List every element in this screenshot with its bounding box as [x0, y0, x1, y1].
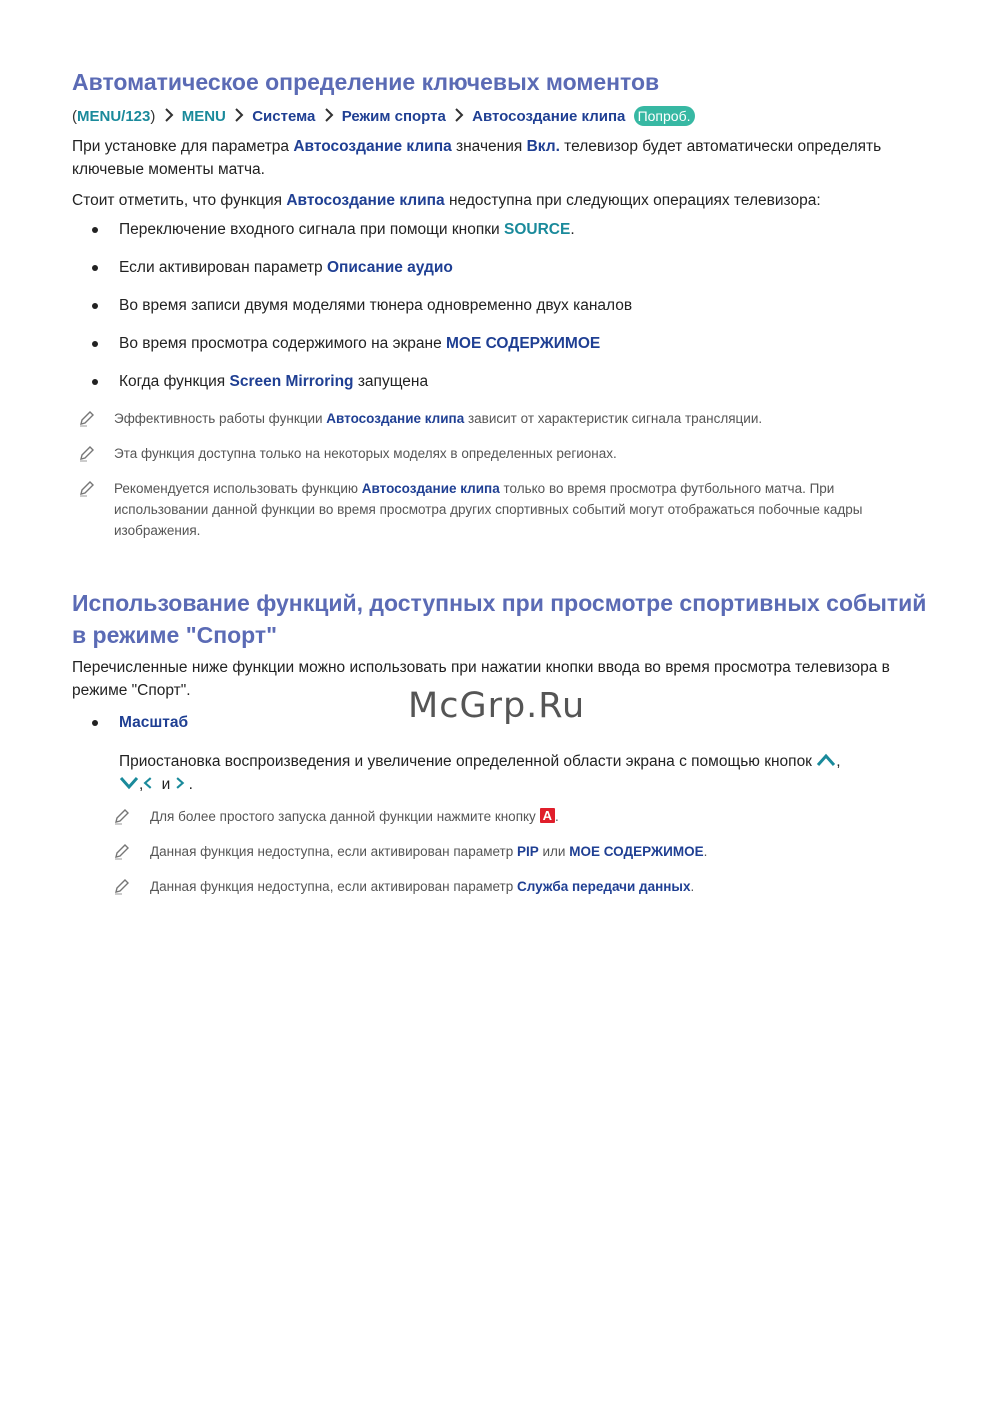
keyword: Автосоздание клипа	[286, 192, 445, 209]
bullet-dot	[92, 720, 98, 726]
text: .	[690, 879, 695, 894]
menu-path-breadcrumb	[72, 106, 932, 128]
text: Во время просмотра содержимого на экране	[119, 335, 446, 352]
manual-page	[72, 62, 932, 911]
note-item	[72, 408, 932, 429]
bullet-list	[72, 218, 932, 393]
text: только во время просмотра футбольного матча. При использовании данной функции во время просмотра других спортивных событий могут отображаться побочные кадры изображения.	[114, 481, 863, 538]
list-item	[72, 218, 932, 241]
try-now-badge[interactable]: Попроб.	[634, 106, 695, 126]
note-item	[72, 443, 932, 464]
bullet-dot	[92, 303, 98, 309]
text: значения	[451, 138, 527, 155]
list-item	[72, 294, 932, 317]
notes-section1	[72, 408, 932, 541]
paragraph-auto-clip	[72, 135, 932, 181]
notes-section2	[119, 806, 932, 897]
note-item	[119, 806, 932, 827]
chevron-right-icon	[454, 108, 464, 122]
keyword: Автосоздание клипа	[326, 411, 465, 426]
note-item	[119, 876, 932, 897]
list-item	[72, 256, 932, 279]
note-item	[119, 841, 932, 862]
text: Эффективность работы функции	[114, 411, 327, 426]
pencil-note-icon	[78, 444, 96, 462]
path-paren-open: (	[72, 108, 77, 125]
keyword: Вкл.	[526, 138, 560, 155]
paragraph-sport-intro: Перечисленные ниже функции можно использовать при нажатии кнопки ввода во время просмотра телевизора в режиме "Спорт".	[72, 659, 890, 699]
a-button-icon: A	[540, 808, 555, 823]
text: Данная функция недоступна, если активирован параметр	[150, 879, 517, 894]
text: Если активирован параметр	[119, 259, 327, 276]
path-auto-clip: Автосоздание клипа	[472, 108, 626, 125]
keyword: Автосоздание клипа	[361, 481, 500, 496]
text: Стоит отметить, что функция	[72, 192, 287, 209]
chevron-up-icon	[816, 752, 836, 768]
keyword: Screen Mirroring	[229, 373, 354, 390]
text: Во время записи двумя моделями тюнера одновременно двух каналов	[119, 297, 633, 314]
text: или	[538, 844, 570, 859]
keyword: МОЕ СОДЕРЖИМОЕ	[446, 335, 601, 352]
path-menu123: MENU/123	[77, 108, 151, 125]
keyword: Автосоздание клипа	[293, 138, 452, 155]
section-title-highlights: Автоматическое определение ключевых моментов	[72, 69, 660, 95]
watermark: McGrp.Ru	[408, 686, 586, 726]
paragraph-unavailable	[72, 189, 932, 212]
text: ,	[836, 753, 841, 770]
keyword: PIP	[517, 844, 539, 859]
note-item	[72, 478, 932, 541]
section-title-sport-functions: Использование функций, доступных при просмотре спортивных событий в режиме "Спорт"	[72, 590, 927, 648]
text: недоступна при следующих операциях телевизора:	[444, 192, 821, 209]
text: .	[570, 221, 575, 238]
text: .	[703, 844, 708, 859]
text: Рекомендуется использовать функцию	[114, 481, 362, 496]
path-sport-mode: Режим спорта	[341, 108, 446, 125]
bullet-dot	[92, 341, 98, 347]
text: запущена	[353, 373, 429, 390]
pencil-note-icon	[113, 877, 131, 895]
text: и	[157, 776, 175, 793]
text: Эта функция доступна только на некоторых моделях в определенных регионах.	[114, 446, 617, 461]
keyword: SOURCE	[503, 221, 571, 238]
text: Переключение входного сигнала при помощи кнопки	[119, 221, 504, 238]
chevron-right-icon	[324, 108, 334, 122]
chevron-right-icon	[234, 108, 244, 122]
bullet-dot	[92, 379, 98, 385]
list-item	[72, 370, 932, 393]
zoom-title: Масштаб	[119, 714, 189, 731]
text: телевизор будет автоматически определять ключевые моменты матча.	[72, 138, 882, 178]
path-system: Система	[252, 108, 316, 125]
zoom-item	[72, 711, 932, 897]
text: .	[188, 776, 193, 793]
bullet-dot	[92, 265, 98, 271]
text: ,	[139, 776, 144, 793]
pencil-note-icon	[113, 842, 131, 860]
text: зависит от характеристик сигнала трансляции.	[464, 411, 763, 426]
chevron-down-icon	[119, 775, 139, 791]
text: Когда функция	[119, 373, 230, 390]
bullet-dot	[92, 227, 98, 233]
pencil-note-icon	[78, 409, 96, 427]
text: При установке для параметра	[72, 138, 294, 155]
path-menu: MENU	[181, 108, 226, 125]
path-paren-close: )	[150, 108, 156, 125]
chevron-right-icon	[175, 775, 189, 791]
list-item	[72, 332, 932, 355]
zoom-description	[119, 750, 932, 796]
chevron-left-icon	[143, 775, 157, 791]
pencil-note-icon	[113, 807, 131, 825]
keyword: МОЕ СОДЕРЖИМОЕ	[569, 844, 704, 859]
pencil-note-icon	[78, 479, 96, 497]
text: Приостановка воспроизведения и увеличение определенной области экрана с помощью кнопок	[119, 753, 817, 770]
chevron-right-icon	[164, 108, 174, 122]
keyword: Описание аудио	[326, 259, 453, 276]
text: .	[554, 809, 559, 824]
text: Для более простого запуска данной функции нажмите кнопку	[150, 809, 540, 824]
keyword: Служба передачи данных	[517, 879, 691, 894]
text: Данная функция недоступна, если активирован параметр	[150, 844, 517, 859]
